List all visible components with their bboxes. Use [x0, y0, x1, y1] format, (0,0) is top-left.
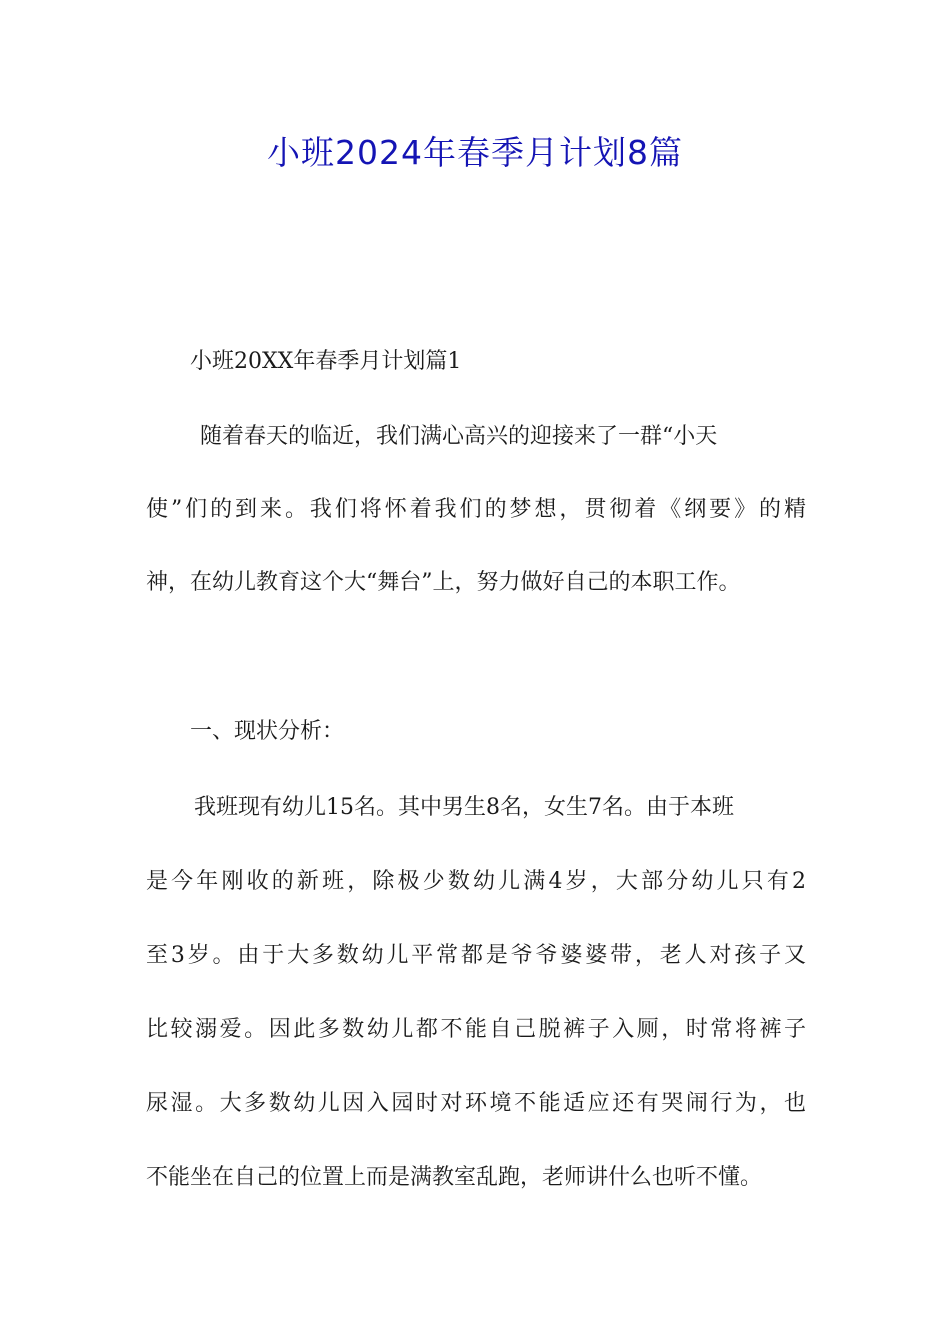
- paragraph-line: 比较溺爱。因此多数幼儿都不能自己脱裤子入厕，时常将裤子: [146, 1017, 806, 1042]
- paragraph-line: 使”们的到来。我们将怀着我们的梦想，贯彻着《纲要》的精: [146, 497, 806, 522]
- paragraph-line: 至3岁。由于大多数幼儿平常都是爷爷婆婆带，老人对孩子又: [146, 943, 806, 968]
- section-heading-plan-1: 小班20XX年春季月计划篇1: [190, 349, 462, 374]
- section-heading-status: 一、现状分析：: [190, 719, 345, 744]
- paragraph-line: 随着春天的临近，我们满心高兴的迎接来了一群“小天: [200, 424, 718, 449]
- paragraph-line: 不能坐在自己的位置上而是满教室乱跑，老师讲什么也听不懂。: [146, 1165, 763, 1190]
- paragraph-line: 尿湿。大多数幼儿因入园时对环境不能适应还有哭闹行为，也: [146, 1091, 806, 1116]
- paragraph-line: 神，在幼儿教育这个大“舞台”上，努力做好自己的本职工作。: [146, 570, 741, 595]
- paragraph-line: 我班现有幼儿15名。其中男生8名，女生7名。由于本班: [194, 795, 734, 820]
- paragraph-line: 是今年刚收的新班，除极少数幼儿满4岁，大部分幼儿只有2: [146, 869, 806, 894]
- document-title: 小班2024年春季月计划8篇: [267, 133, 683, 172]
